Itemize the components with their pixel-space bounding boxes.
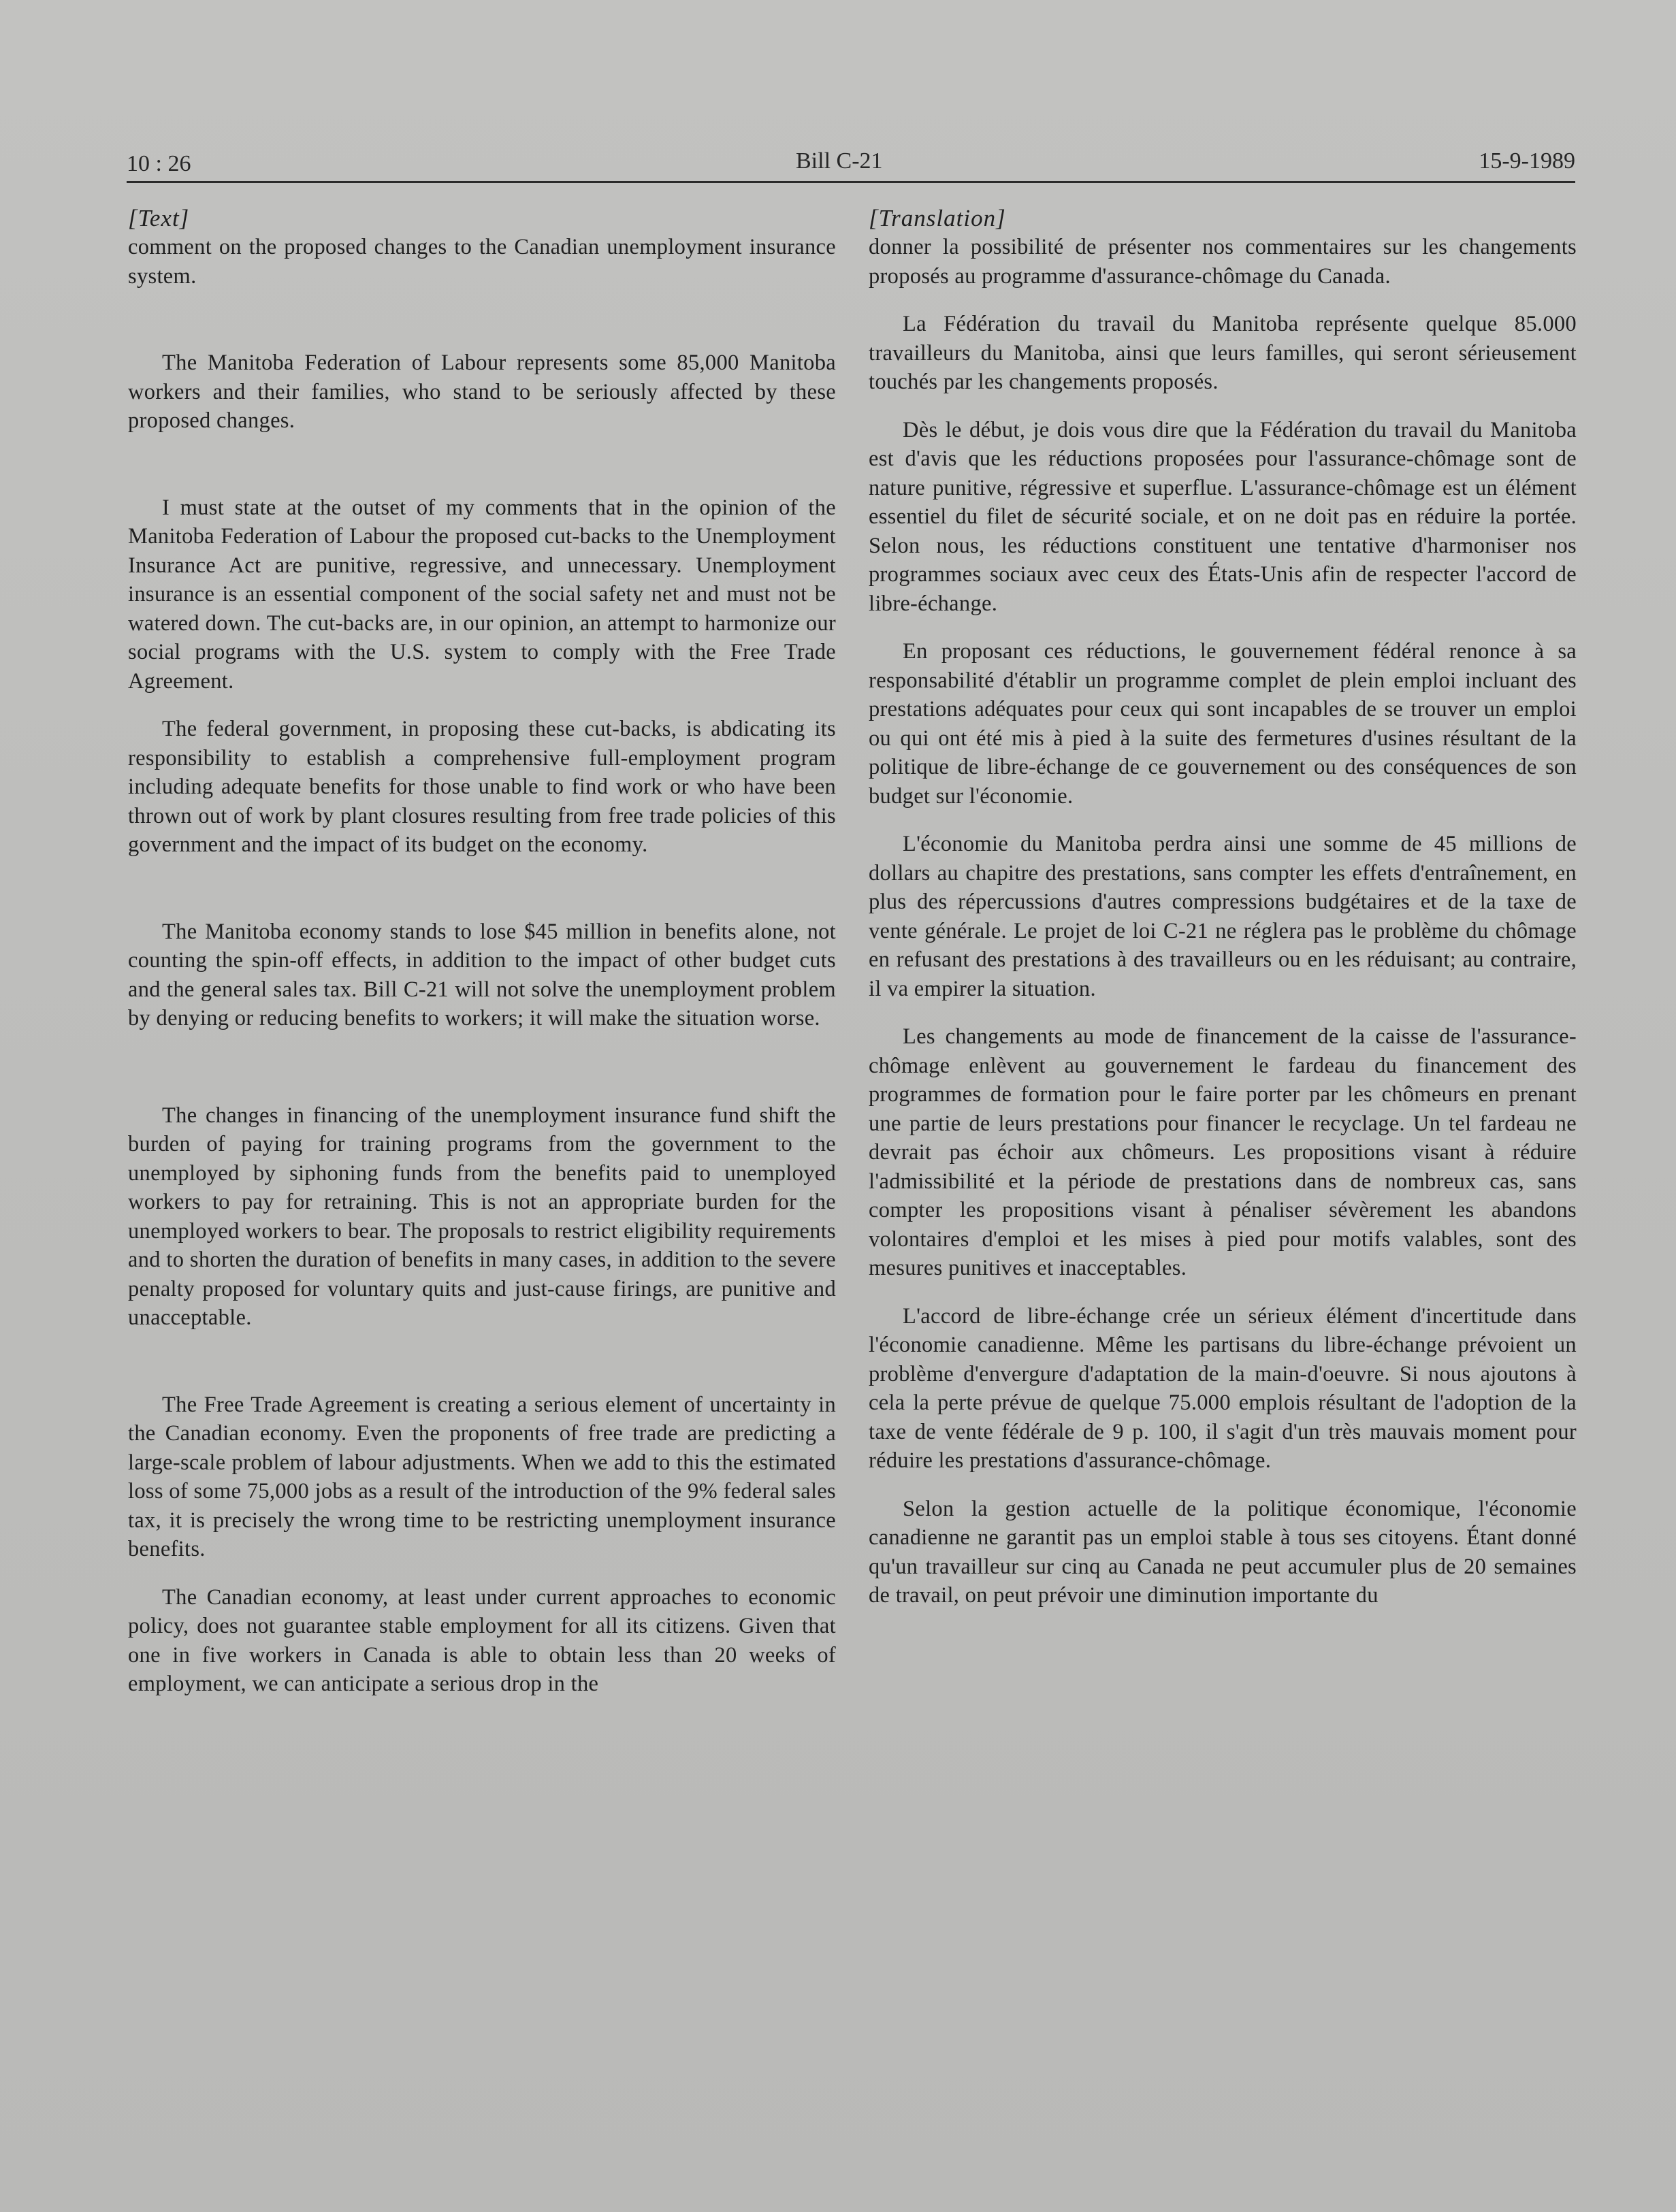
paragraph: The changes in financing of the unemployment insurance fund shift the burden of paying for training programs from the government to the unemployed by siphoning funds from the benefits paid to unemployed workers to pay for retraining. This is not an appropriate burden for the unemployed workers to bear. The proposals to restrict eligibility requirements and to shorten the duration of benefits in many cases, in addition to the severe penalty proposed for voluntary quits and just-cause firings, are punitive and unacceptable.	[128, 1103, 836, 1330]
column-label-text: [Text]	[128, 205, 190, 231]
paragraph: Selon la gestion actuelle de la politique économique, l'économie canadienne ne garantit pas un emploi stable à tous ses citoyens. Étant donné qu'un travailleur sur cinq au Canada ne peut accumuler plus de 20 semaines de travail, on peut prévoir une diminution importante du	[869, 1496, 1577, 1608]
paragraph: donner la possibilité de présenter nos commentaires sur les changements proposés au programme d'assurance-chômage du Canada.	[869, 235, 1577, 289]
page-header	[127, 143, 1575, 184]
paragraph: L'accord de libre-échange crée un sérieux élément d'incertitude dans l'économie canadienne. Même les partisans du libre-échange prévoient un problème d'envergure d'adaptation de la main-d'oeuvre. Si nous ajoutons à cela la perte prévue de quelque 75.000 emplois résultant de l'adoption de la taxe de vente fédérale de 9 p. 100, il s'agit d'un très mauvais moment pour réduire les prestations d'assurance-chômage.	[869, 1303, 1577, 1473]
paragraph: Les changements au mode de financement de la caisse de l'assurance-chômage enlèvent au gouvernement le fardeau du financement des programmes de formation pour le faire porter par les chômeurs en prenant une partie de leurs prestations pour financer le recyclage. Un tel fardeau ne devrait pas échoir aux chômeurs. Les propositions visant à réduire l'admissibilité et la période de prestations dans de nombreux cas, sans compter les propositions visant à pénaliser sévèrement les abandons volontaires d'emploi et les mises à pied pour motifs valables, sont des mesures punitives et inacceptables.	[869, 1024, 1577, 1280]
paragraph: The Free Trade Agreement is creating a serious element of uncertainty in the Canadian economy. Even the proponents of free trade are predicting a large-scale problem of labour adjustments. When we add to this the estimated loss of some 75,000 jobs as a result of the introduction of the 9% federal sales tax, it is precisely the wrong time to be restricting unemployment insurance benefits.	[128, 1392, 836, 1561]
header-date: 15-9-1989	[1479, 148, 1575, 174]
page-reference: 10 : 26	[127, 151, 191, 176]
paragraph: The Manitoba Federation of Labour represents some 85,000 Manitoba workers and their families, who stand to be seriously affected by these proposed changes.	[128, 351, 836, 433]
paragraph: comment on the proposed changes to the Canadian unemployment insurance system.	[128, 235, 836, 289]
column-label-translation: [Translation]	[869, 205, 1006, 231]
text-column-french	[869, 204, 1577, 1610]
header-rule	[127, 181, 1575, 183]
paragraph: En proposant ces réductions, le gouvernement fédéral renonce à sa responsabilité d'établir un programme complet de plein emploi incluant des prestations adéquates pour ceux qui sont incapables de se trouver un emploi ou qui ont été mis à pied à la suite des fermetures d'usines résultant de la politique de libre-échange de ce gouvernement ou des conséquences de son budget sur l'économie.	[869, 639, 1577, 809]
paragraph: L'économie du Manitoba perdra ainsi une somme de 45 millions de dollars au chapitre des prestations, sans compter les effets d'entraînement, en plus des répercussions d'autres compressions budgétaires et de la taxe de vente générale. Le projet de loi C-21 ne réglera pas le problème du chômage en refusant des prestations à des travailleurs ou en les réduisant; au contraire, il va empirer la situation.	[869, 832, 1577, 1001]
bill-title: Bill C-21	[796, 148, 883, 174]
paragraph: The Manitoba economy stands to lose $45 million in benefits alone, not counting the spin-off effects, in addition to the impact of other budget cuts and the general sales tax. Bill C-21 will not solve the unemployment problem by denying or reducing benefits to workers; it will make the situation worse.	[128, 919, 836, 1030]
paragraph: Dès le début, je dois vous dire que la Fédération du travail du Manitoba est d'avis que les réductions proposées pour l'assurance-chômage sont de nature punitive, régressive et superflue. L'assurance-chômage est un élément essentiel du filet de sécurité sociale, et on ne doit pas en réduire la portée. Selon nous, les réductions constituent une tentative d'harmoniser nos programmes sociaux avec ceux des États-Unis afin de respecter l'accord de libre-échange.	[869, 417, 1577, 616]
paragraph: La Fédération du travail du Manitoba représente quelque 85.000 travailleurs du Manitoba, ainsi que leurs familles, qui seront sérieusement touchés par les changements proposés.	[869, 312, 1577, 394]
paragraph: The Canadian economy, at least under current approaches to economic policy, does not guarantee stable employment for all its citizens. Given that one in five workers in Canada is able to obtain less than 20 weeks of employment, we can anticipate a serious drop in the	[128, 1584, 836, 1696]
paragraph: The federal government, in proposing these cut-backs, is abdicating its responsibility to establish a comprehensive full-employment program including adequate benefits for those unable to find work or who have been thrown out of work by plant closures resulting from free trade policies of this government and the impact of its budget on the economy.	[128, 717, 836, 857]
paragraph: I must state at the outset of my comments that in the opinion of the Manitoba Federation of Labour the proposed cut-backs to the Unemployment Insurance Act are punitive, regressive, and unnecessary. Unemployment insurance is an essential component of the social safety net and must not be watered down. The cut-backs are, in our opinion, an attempt to harmonize our social programs with the U.S. system to comply with the Free Trade Agreement.	[128, 495, 836, 694]
text-column-english	[128, 204, 836, 1699]
